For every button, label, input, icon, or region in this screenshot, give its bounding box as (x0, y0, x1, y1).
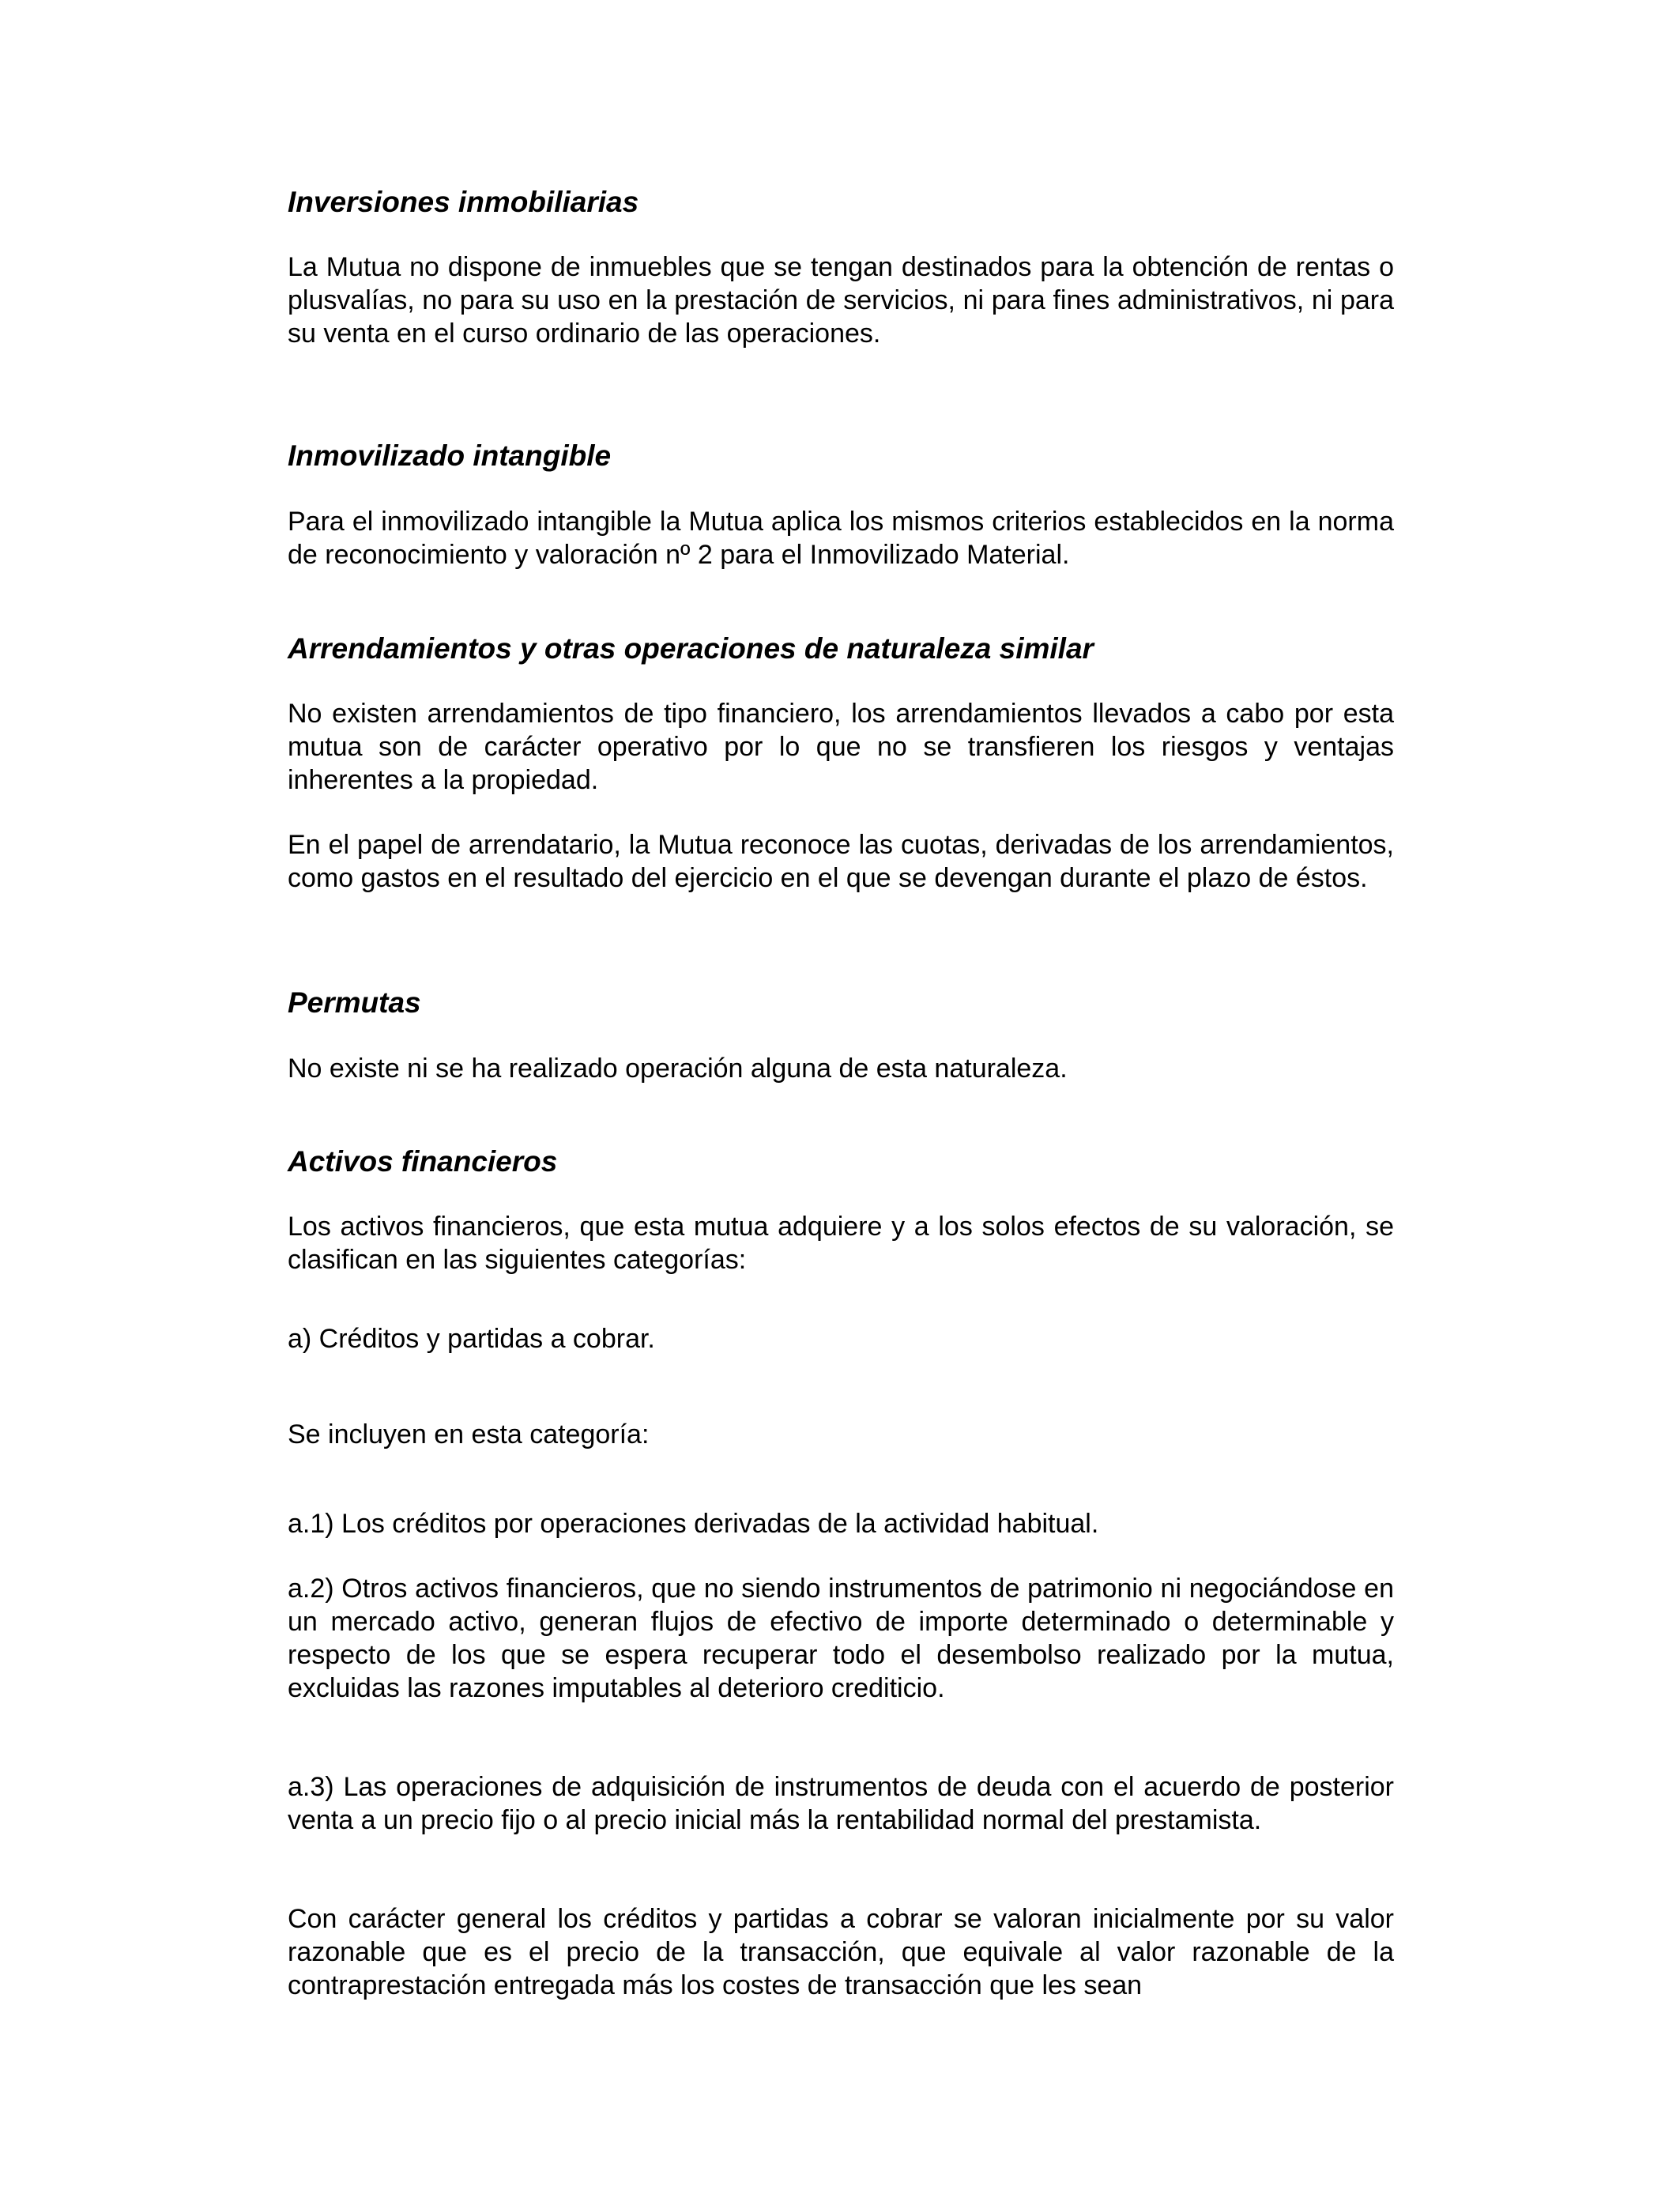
paragraph-arrendamientos-1: No existen arrendamientos de tipo financiero, los arrendamientos llevados a cabo por esta mutua son de carácter operativo por lo que no se transfieren los riesgos y ventajas inherentes a la propiedad. (288, 699, 1394, 795)
paragraph-activos-1: Los activos financieros, que esta mutua adquiere y a los solos efectos de su valoración, se clasifican en las siguientes categorías: (288, 1212, 1394, 1275)
paragraph-activos-incluyen: Se incluyen en esta categoría: (288, 1419, 650, 1449)
paragraph-activos-categoria-a: a) Créditos y partidas a cobrar. (288, 1324, 655, 1354)
heading-arrendamientos: Arrendamientos y otras operaciones de naturaleza similar (288, 632, 1094, 665)
heading-inversiones-inmobiliarias: Inversiones inmobiliarias (288, 186, 639, 218)
paragraph-activos-a3: a.3) Las operaciones de adquisición de instrumentos de deuda con el acuerdo de posterior venta a un precio fijo o al precio inicial más la rentabilidad normal del prestamista. (288, 1772, 1394, 1835)
paragraph-arrendamientos-2: En el papel de arrendatario, la Mutua reconoce las cuotas, derivadas de los arrendamientos, como gastos en el resultado del ejercicio en el que se devengan durante el plazo de éstos. (288, 830, 1394, 893)
paragraph-inmovilizado-1: Para el inmovilizado intangible la Mutua aplica los mismos criterios establecidos en la norma de reconocimiento y valoración nº 2 para el Inmovilizado Material. (288, 507, 1394, 570)
paragraph-activos-a1: a.1) Los créditos por operaciones derivadas de la actividad habitual. (288, 1509, 1099, 1539)
heading-activos-financieros: Activos financieros (288, 1145, 558, 1178)
heading-inmovilizado-intangible: Inmovilizado intangible (288, 439, 612, 472)
paragraph-inversiones-1: La Mutua no dispone de inmuebles que se tengan destinados para la obtención de rentas o plusvalías, no para su uso en la prestación de servicios, ni para fines administrativos, ni para su venta en el curso ordinario de las operaciones. (288, 252, 1394, 349)
paragraph-activos-a2: a.2) Otros activos financieros, que no siendo instrumentos de patrimonio ni negociándose en un mercado activo, generan flujos de efectivo de importe determinado o determinable y respecto de los que se espera recuperar todo el desembolso realizado por la mutua, excluidas las razones imputables al deterioro crediticio. (288, 1574, 1394, 1703)
paragraph-permutas-1: No existe ni se ha realizado operación alguna de esta naturaleza. (288, 1054, 1068, 1084)
paragraph-activos-valoracion: Con carácter general los créditos y partidas a cobrar se valoran inicialmente por su valor razonable que es el precio de la transacción, que equivale al valor razonable de la contraprestación entregada más los costes de transacción que les sean (288, 1904, 1394, 2000)
heading-permutas: Permutas (288, 986, 421, 1019)
